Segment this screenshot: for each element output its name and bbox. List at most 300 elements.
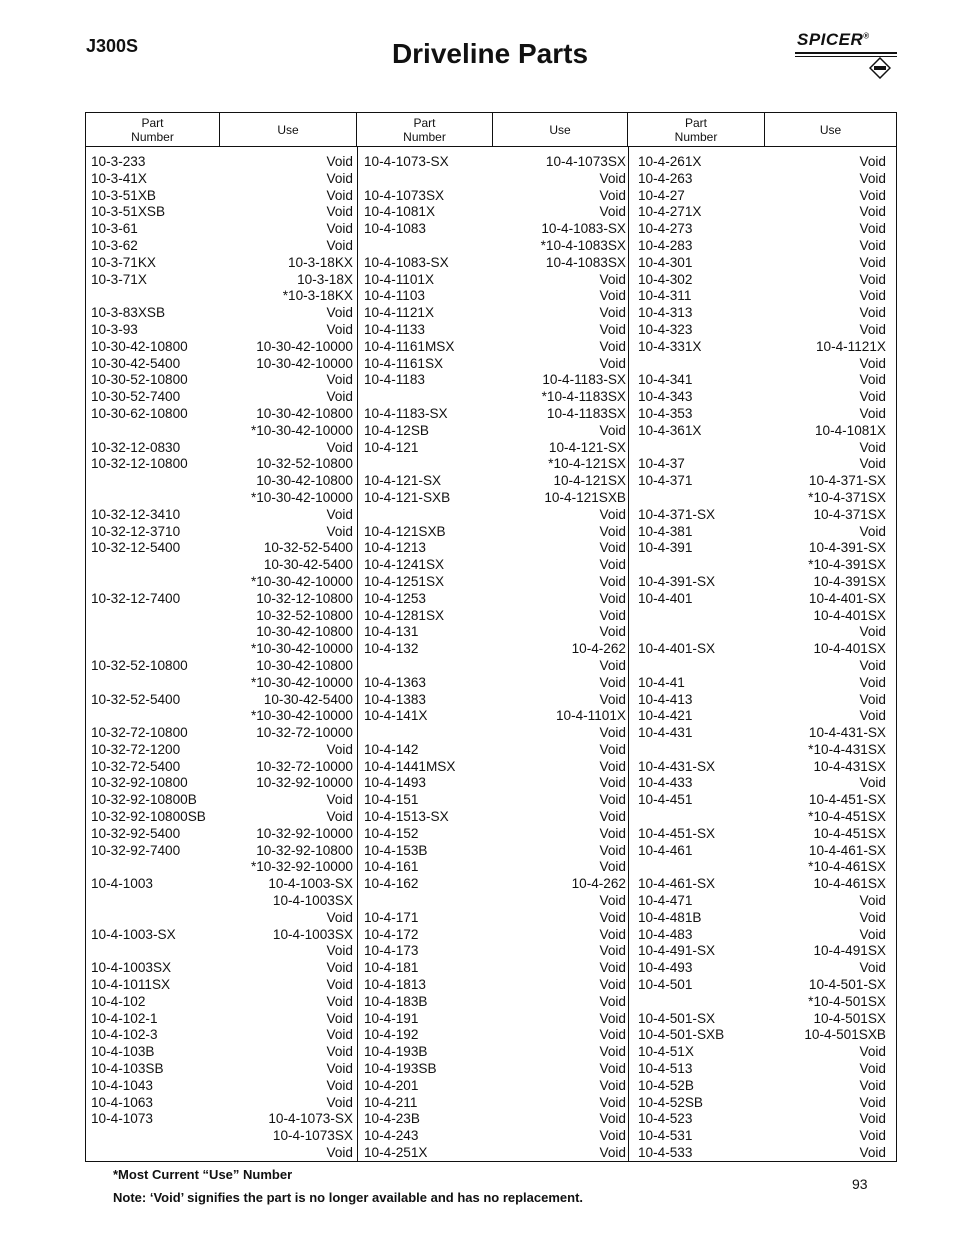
part-number-cell: 10-4-192 [364,1027,419,1043]
table-row [91,759,353,776]
table-row [364,154,626,171]
table-row [638,188,886,205]
part-number-cell: 10-4-132 [364,641,419,657]
part-number-cell: 10-4-1241SX [364,557,445,573]
use-cell: Void [326,154,353,169]
table-row [638,389,886,406]
table-row [364,356,626,373]
use-cell: 10-32-52-10800 [256,607,353,623]
part-number-cell: 10-4-121-SX [364,473,442,489]
table-row [364,339,626,356]
part-number-cell: 10-32-12-5400 [91,540,181,556]
use-cell: Void [599,926,626,942]
use-cell: Void [859,657,886,673]
table-row [91,792,353,809]
table-row [638,356,886,373]
part-number-cell: 10-4-1383 [364,691,426,707]
part-number-cell: 10-30-52-10800 [91,372,188,388]
part-number-cell: 10-4-1011SX [91,977,171,993]
use-cell: *10-30-42-10000 [250,489,353,505]
part-number-cell: 10-4-23B [364,1111,420,1127]
table-row [638,221,886,238]
use-cell: Void [859,204,886,220]
use-cell: 10-4-1083-SX [541,221,626,237]
use-cell: Void [599,523,626,539]
use-cell: Void [599,355,626,371]
table-row [91,809,353,826]
use-cell: Void [599,1061,626,1077]
part-number-cell: 10-4-421 [638,708,693,724]
use-cell: 10-30-42-5400 [263,557,353,573]
table-row [91,826,353,843]
part-number-cell: 10-32-12-3710 [91,523,181,539]
use-cell: Void [599,321,626,337]
part-number-cell: 10-4-483 [638,926,693,942]
part-number-cell: 10-32-12-3410 [91,506,181,522]
part-number-cell: 10-4-431-SX [638,758,716,774]
use-cell: Void [599,809,626,825]
use-cell: *10-30-42-10000 [250,641,353,657]
use-cell: Void [599,825,626,841]
part-number-cell: 10-4-12SB [364,422,429,438]
table-row [364,641,626,658]
part-number-cell: 10-4-381 [638,523,693,539]
use-cell: Void [326,1077,353,1093]
table-row [91,927,353,944]
table-row [638,1027,886,1044]
use-cell: Void [599,775,626,791]
table-row [638,540,886,557]
table-row [638,238,886,255]
table-row [638,977,886,994]
use-cell: *10-4-371SX [808,489,886,505]
use-cell: Void [599,506,626,522]
table-row [364,692,626,709]
table-row [91,423,353,440]
table-row [638,305,886,322]
use-cell: Void [599,590,626,606]
table-row [91,1145,353,1162]
table-row [364,826,626,843]
use-cell: 10-4-1073SX [545,154,626,169]
use-cell: 10-4-491SX [813,943,886,959]
table-row [638,859,886,876]
table-row [638,1044,886,1061]
table-row [91,372,353,389]
table-row [638,1095,886,1112]
use-cell: 10-4-1003SX [272,926,353,942]
table-row [638,792,886,809]
table-row [638,339,886,356]
part-number-cell: 10-4-51X [638,1044,694,1060]
part-number-cell: 10-4-461 [638,842,693,858]
table-row [364,322,626,339]
part-number-cell: 10-4-1251SX [364,573,445,589]
use-cell: 10-4-1003SX [272,893,353,909]
use-cell: Void [326,943,353,959]
use-cell: Void [859,1077,886,1093]
use-cell: Void [599,305,626,321]
use-cell: Void [326,204,353,220]
part-number-cell: 10-32-72-1200 [91,741,181,757]
part-number-cell: 10-4-331X [638,338,702,354]
use-cell: 10-4-401SX [813,641,886,657]
table-row [638,1128,886,1145]
table-row [91,977,353,994]
use-cell: *10-30-42-10000 [250,573,353,589]
table-row [638,440,886,457]
use-cell: 10-4-1183-SX [542,372,626,388]
table-row [91,288,353,305]
use-cell: Void [599,573,626,589]
table-row [638,574,886,591]
use-cell: 10-4-451SX [813,825,886,841]
use-cell: Void [859,187,886,203]
table-row [638,423,886,440]
part-number-cell: 10-4-173 [364,943,419,959]
use-cell: Void [326,809,353,825]
use-cell: *10-4-391SX [808,557,886,573]
part-number-cell: 10-4-191 [364,1010,419,1026]
table-row [91,557,353,574]
use-cell: *10-4-431SX [808,741,886,757]
part-number-cell: 10-32-92-7400 [91,842,181,858]
table-row [638,1111,886,1128]
use-cell: 10-4-501-SX [808,977,886,993]
part-number-cell: 10-4-183B [364,993,428,1009]
part-number-cell: 10-4-302 [638,271,693,287]
table-row [91,188,353,205]
table-row [364,977,626,994]
use-cell: Void [599,758,626,774]
table-row [638,557,886,574]
use-cell: Void [599,1094,626,1110]
table-row [364,171,626,188]
use-cell: Void [326,993,353,1009]
column-divider [628,146,629,1161]
part-number-cell: 10-32-92-10800B [91,792,197,808]
use-cell: 10-4-391SX [813,573,886,589]
part-number-cell: 10-4-142 [364,741,419,757]
use-cell: 10-32-92-10000 [256,775,353,791]
use-cell: Void [326,741,353,757]
table-row [638,876,886,893]
use-cell: Void [326,187,353,203]
table-row [91,708,353,725]
part-number-cell: 10-4-531 [638,1128,693,1144]
table-row [91,1128,353,1145]
table-row [638,893,886,910]
part-number-cell: 10-4-161 [364,859,419,875]
dana-diamond-icon [869,57,891,79]
table-row [91,1111,353,1128]
part-number-cell: 10-4-153B [364,842,428,858]
use-cell: 10-32-52-5400 [263,540,353,556]
table-row [638,775,886,792]
use-cell: Void [599,909,626,925]
part-number-cell: 10-30-62-10800 [91,405,188,421]
part-number-cell: 10-3-71KX [91,254,156,270]
part-number-cell: 10-32-12-7400 [91,590,181,606]
use-cell: 10-4-262 [571,641,626,657]
table-row [364,960,626,977]
part-number-cell: 10-30-42-10800 [91,338,188,354]
use-cell: Void [599,1077,626,1093]
part-number-cell: 10-4-243 [364,1128,419,1144]
use-cell: *10-30-42-10000 [250,422,353,438]
logo-wordmark: SPICER® [797,30,870,49]
table-row [91,238,353,255]
table-row [91,1061,353,1078]
use-cell: Void [859,254,886,270]
part-number-cell: 10-4-1083 [364,221,426,237]
use-cell: Void [326,439,353,455]
table-row [364,708,626,725]
use-cell: Void [859,1044,886,1060]
table-row [638,288,886,305]
table-row [638,456,886,473]
part-number-cell: 10-4-251X [364,1145,428,1161]
use-cell: 10-30-42-10000 [256,338,353,354]
table-row [364,910,626,927]
header-part-number-2: Part Number [357,113,493,146]
use-cell: Void [859,926,886,942]
use-cell: *10-30-42-10000 [250,708,353,724]
table-row [91,608,353,625]
part-number-cell: 10-3-93 [91,321,138,337]
table-row [91,456,353,473]
page-number: 93 [852,1176,868,1192]
table-row [91,692,353,709]
part-number-cell: 10-4-121-SXB [364,489,451,505]
table-row [364,742,626,759]
use-cell: Void [599,187,626,203]
use-cell: 10-4-1183SX [546,405,626,421]
use-cell: Void [326,523,353,539]
part-number-cell: 10-4-1083-SX [364,254,449,270]
use-cell: 10-4-501SXB [804,1027,886,1043]
part-number-cell: 10-4-1103 [364,288,425,304]
use-cell: 10-3-18KX [288,254,353,270]
table-row [91,339,353,356]
use-cell: 10-4-1073SX [272,1128,353,1144]
part-number-cell: 10-4-103B [91,1044,155,1060]
use-cell: Void [859,909,886,925]
table-row [364,809,626,826]
table-row [91,742,353,759]
table-row [364,927,626,944]
table-row [364,1078,626,1095]
part-number-cell: 10-4-152 [364,825,419,841]
table-row [91,440,353,457]
use-cell: Void [326,1010,353,1026]
part-number-cell: 10-3-61 [91,221,138,237]
use-cell: 10-3-18X [297,271,353,287]
table-row [638,692,886,709]
header-part-number-3: Part Number [628,113,765,146]
table-row [91,1078,353,1095]
use-cell: Void [326,977,353,993]
table-row [638,1061,886,1078]
table-row [91,305,353,322]
table-row [91,641,353,658]
use-cell: Void [859,389,886,405]
table-column-3 [638,154,886,1162]
use-cell: Void [326,1027,353,1043]
table-row [638,843,886,860]
table-row [638,624,886,641]
use-cell: Void [599,288,626,304]
part-number-cell: 10-4-1073SX [364,187,445,203]
part-number-cell: 10-4-102-1 [91,1010,158,1026]
use-cell: 10-32-92-10000 [256,825,353,841]
part-number-cell: 10-4-1003SX [91,960,172,976]
use-cell: *10-4-1183SX [541,389,626,405]
parts-table [85,112,897,1162]
table-row [91,490,353,507]
use-cell: *10-3-18KX [282,288,353,304]
table-row [91,859,353,876]
use-cell: Void [859,170,886,186]
part-number-cell: 10-4-181 [364,960,419,976]
use-cell: Void [599,557,626,573]
table-row [364,859,626,876]
use-cell: *10-4-121SX [548,456,626,472]
use-cell: Void [326,1094,353,1110]
part-number-cell: 10-4-193SB [364,1061,437,1077]
use-cell: Void [326,960,353,976]
part-number-cell: 10-4-1281SX [364,607,445,623]
part-number-cell: 10-4-1073 [91,1111,153,1127]
table-row [91,624,353,641]
use-cell: Void [599,540,626,556]
use-cell: Void [859,691,886,707]
use-cell: Void [599,792,626,808]
part-number-cell: 10-4-1043 [91,1077,153,1093]
table-row [638,994,886,1011]
part-number-cell: 10-4-323 [638,321,693,337]
table-row [91,171,353,188]
use-cell: Void [599,842,626,858]
table-row [91,675,353,692]
part-number-cell: 10-4-283 [638,237,693,253]
part-number-cell: 10-4-271X [638,204,702,220]
use-cell: Void [326,237,353,253]
part-number-cell: 10-4-1183-SX [364,405,448,421]
part-number-cell: 10-32-52-5400 [91,691,181,707]
part-number-cell: 10-4-501-SX [638,1010,716,1026]
part-number-cell: 10-4-1441MSX [364,758,456,774]
part-number-cell: 10-4-401-SX [638,641,716,657]
use-cell: Void [859,624,886,640]
part-number-cell: 10-4-121 [364,439,419,455]
use-cell: 10-4-1101X [555,708,626,724]
part-number-cell: 10-4-102 [91,993,146,1009]
table-row [364,456,626,473]
use-cell: 10-4-1003-SX [268,876,353,892]
use-cell: Void [859,708,886,724]
use-cell: Void [859,271,886,287]
table-row [638,591,886,608]
table-row [638,658,886,675]
use-cell: Void [326,305,353,321]
table-row [638,255,886,272]
table-row [364,188,626,205]
use-cell: Void [326,909,353,925]
use-cell: Void [599,271,626,287]
use-cell: Void [599,1128,626,1144]
part-number-cell: 10-4-341 [638,372,693,388]
use-cell: Void [599,859,626,875]
use-cell: 10-4-121SXB [544,489,626,505]
table-row [91,356,353,373]
use-cell: Void [859,154,886,169]
part-number-cell: 10-30-52-7400 [91,389,181,405]
part-number-cell: 10-4-1003 [91,876,153,892]
use-cell: Void [859,523,886,539]
table-row [364,1128,626,1145]
part-number-cell: 10-4-1253 [364,590,426,606]
use-cell: Void [859,237,886,253]
part-number-cell: 10-4-102-3 [91,1027,158,1043]
part-number-cell: 10-4-1161MSX [364,338,455,354]
table-row [638,809,886,826]
use-cell: Void [599,943,626,959]
use-cell: Void [599,691,626,707]
part-number-cell: 10-4-211 [364,1094,418,1110]
use-cell: Void [859,221,886,237]
table-row [91,591,353,608]
table-row [364,893,626,910]
table-row [91,540,353,557]
table-row [638,1078,886,1095]
use-cell: 10-4-121SX [553,473,626,489]
use-cell: Void [859,321,886,337]
use-cell: *10-4-1083SX [540,237,626,253]
use-cell: 10-4-1081X [814,422,886,438]
use-cell: 10-4-401SX [813,607,886,623]
part-number-cell: 10-4-1493 [364,775,426,791]
footnote-void: Note: ‘Void’ signifies the part is no longer available and has no replacement. [113,1190,584,1205]
table-row [91,910,353,927]
use-cell: Void [599,1044,626,1060]
table-row [364,1027,626,1044]
use-cell: 10-4-1083SX [545,254,626,270]
table-row [638,725,886,742]
use-cell: Void [599,893,626,909]
use-cell: 10-4-451-SX [808,792,886,808]
part-number-cell: 10-32-92-10800 [91,775,188,791]
use-cell: 10-4-371-SX [808,473,886,489]
table-row [91,524,353,541]
use-cell: Void [859,893,886,909]
table-row [91,154,353,171]
part-number-cell: 10-4-1063 [91,1094,153,1110]
use-cell: 10-4-371SX [813,506,886,522]
table-row [91,725,353,742]
part-number-cell: 10-4-273 [638,221,693,237]
use-cell: 10-4-391-SX [808,540,886,556]
part-number-cell: 10-4-471 [638,893,693,909]
table-row [364,406,626,423]
part-number-cell: 10-4-1081X [364,204,436,220]
table-row [638,641,886,658]
use-cell: Void [599,1111,626,1127]
footnote-current-use: *Most Current “Use” Number [113,1167,293,1182]
table-row [638,742,886,759]
use-cell: 10-30-42-10800 [256,657,353,673]
use-cell: 10-30-42-10800 [256,405,353,421]
